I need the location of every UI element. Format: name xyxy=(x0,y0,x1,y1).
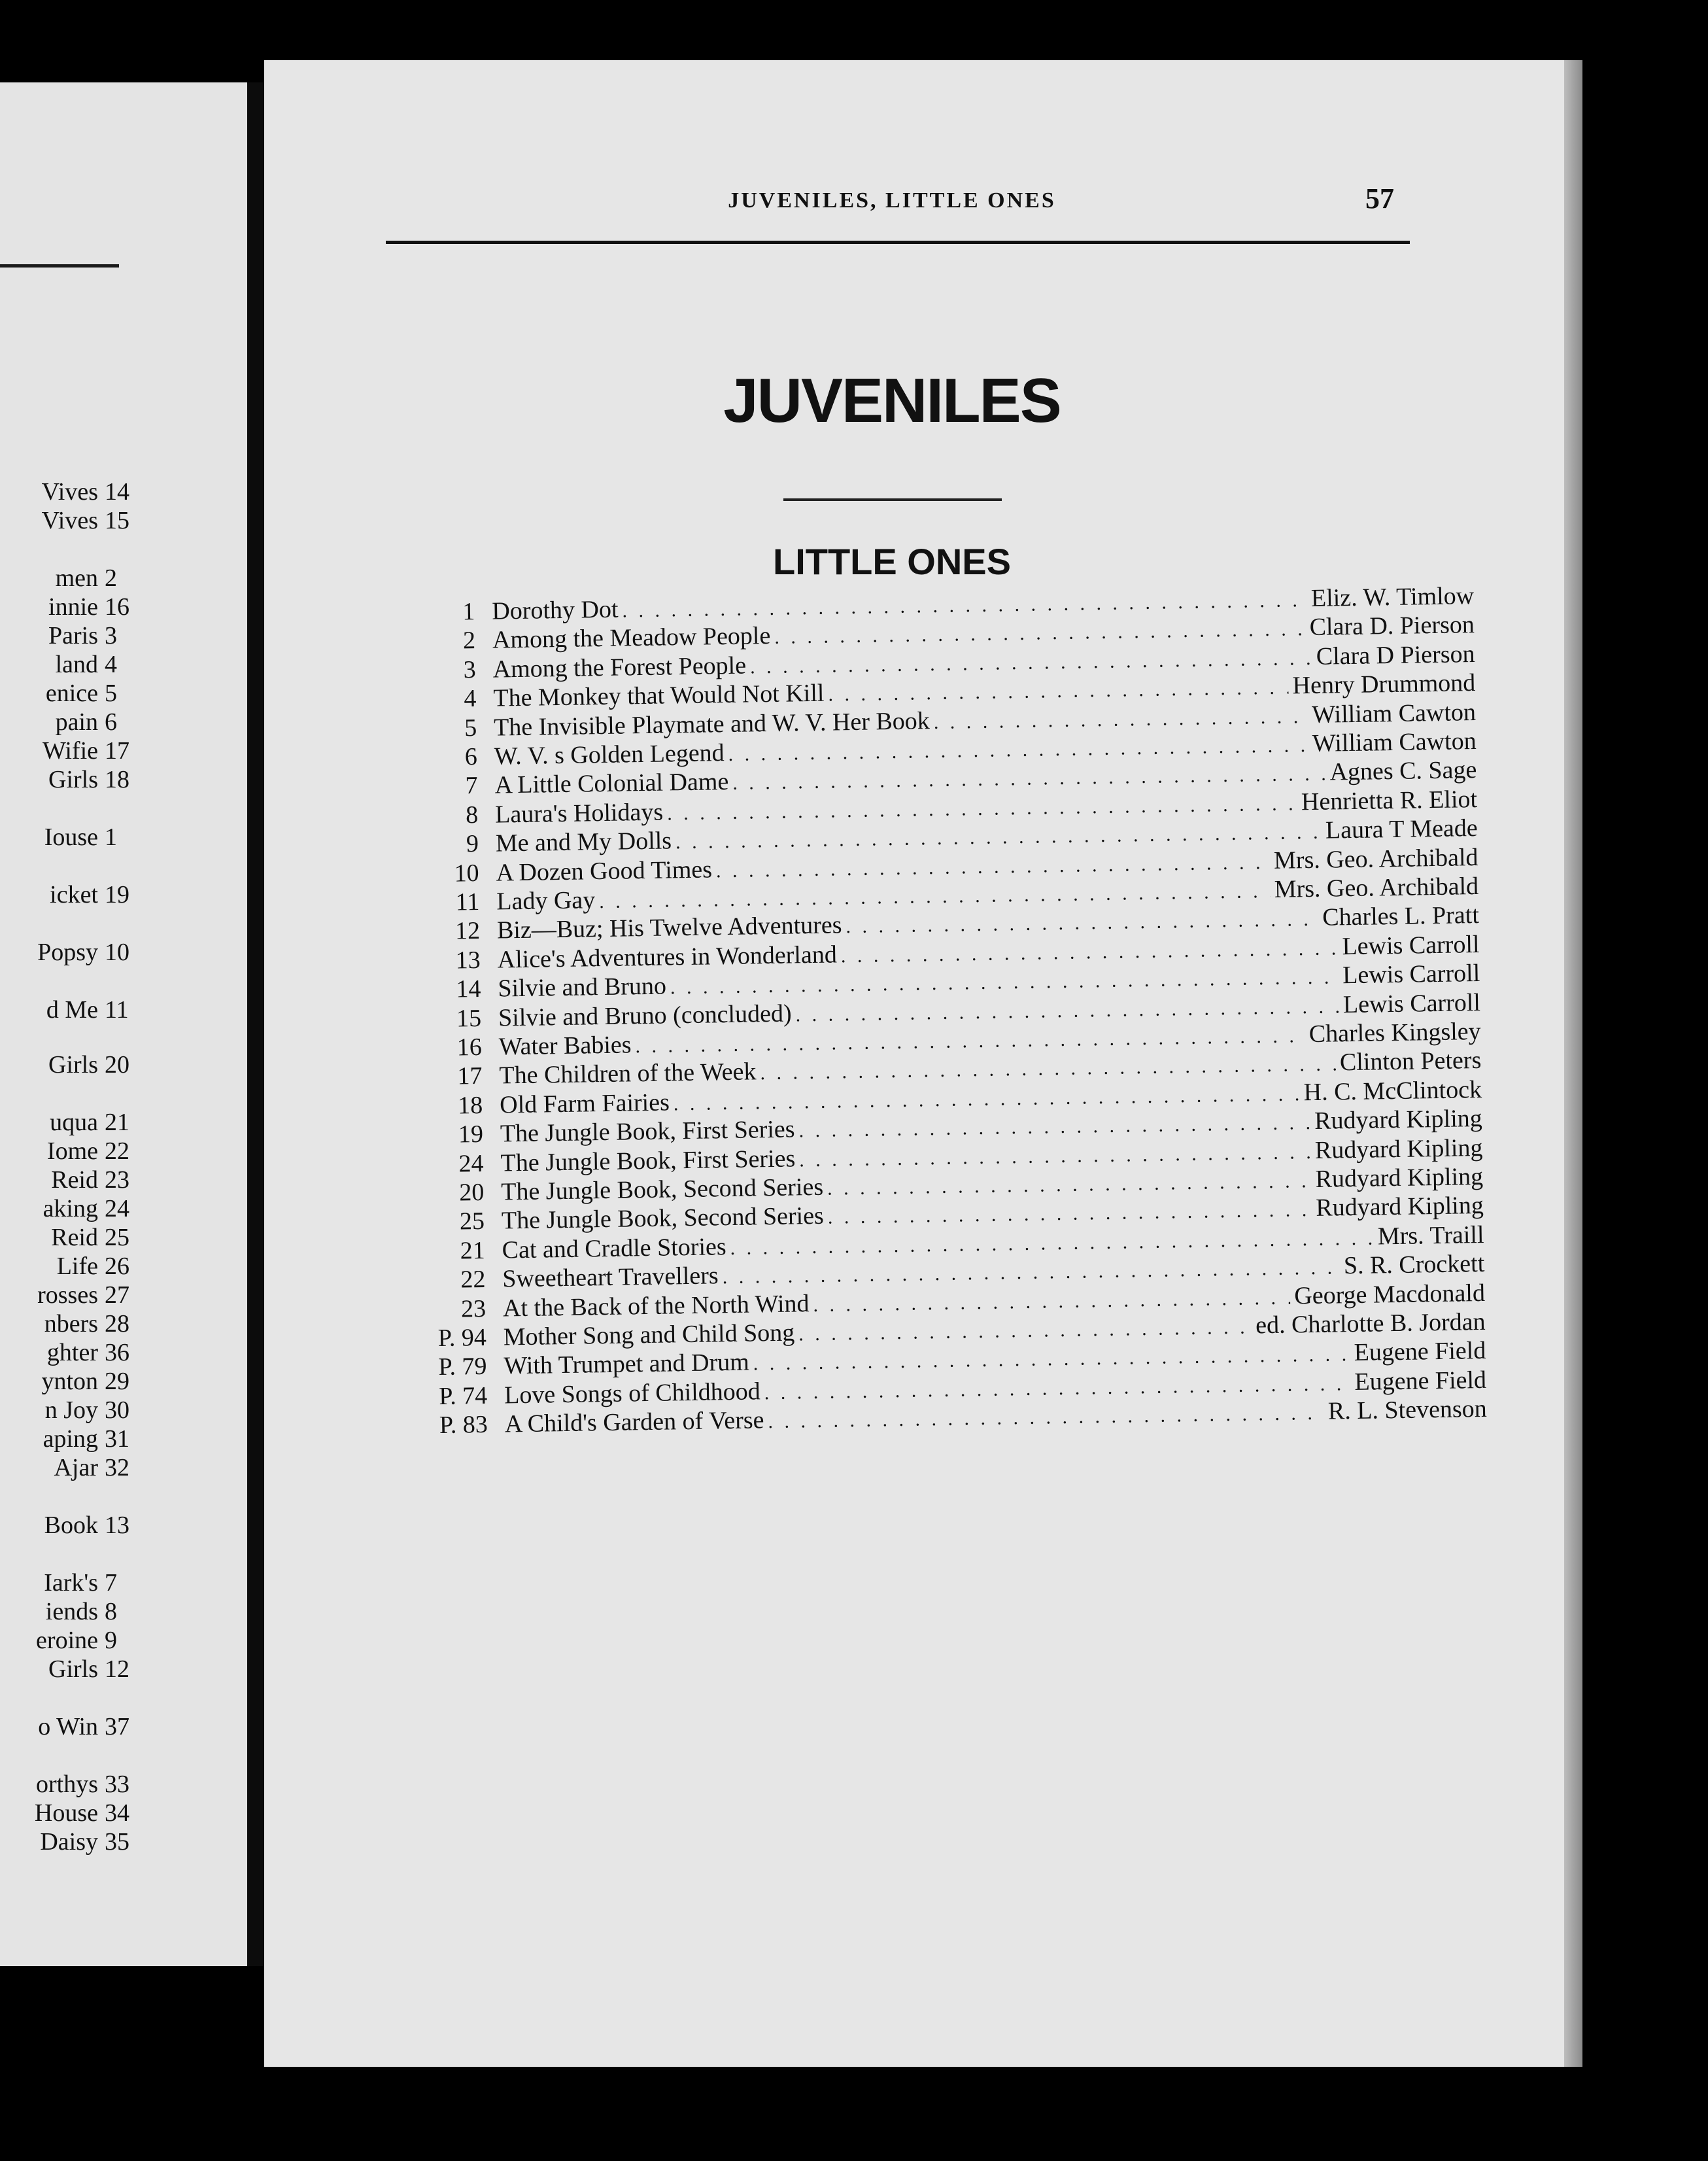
entry-author: George Macdonald xyxy=(1293,1279,1486,1310)
previous-page-row-number: 25 xyxy=(105,1224,129,1251)
previous-page-rule xyxy=(0,264,119,268)
entry-title: Among the Meadow People xyxy=(492,622,771,654)
entry-author: Clara D Pierson xyxy=(1316,640,1475,670)
entry-author: Mrs. Geo. Archibald xyxy=(1274,872,1479,903)
previous-page-row-text: Book xyxy=(44,1512,98,1539)
previous-page-row-text: Iark's xyxy=(44,1569,98,1597)
previous-page-row xyxy=(0,1107,247,1138)
entry-author: Clinton Peters xyxy=(1339,1046,1482,1077)
page-57 xyxy=(264,60,1564,2067)
previous-page-row-number: 33 xyxy=(105,1771,129,1798)
entry-number: 25 xyxy=(459,1207,485,1236)
previous-page-row-number: 16 xyxy=(105,593,129,621)
previous-page-row-number: 26 xyxy=(105,1253,129,1280)
entry-author: Eliz. W. Timlow xyxy=(1310,582,1475,612)
entry-title: The Jungle Book, Second Series xyxy=(500,1173,824,1206)
previous-page-row xyxy=(0,620,247,651)
previous-page-row xyxy=(0,1423,247,1455)
previous-page-row-text: eroine xyxy=(36,1627,98,1654)
previous-page-row xyxy=(0,591,247,623)
entry-author: Rudyard Kipling xyxy=(1314,1133,1483,1164)
previous-page-row-text: Girls xyxy=(48,1655,98,1683)
previous-page-row-number: 14 xyxy=(105,478,129,506)
previous-page-row-number: 13 xyxy=(105,1512,129,1539)
entry-title: At the Back of the North Wind xyxy=(502,1289,810,1323)
previous-page-row-text: Life xyxy=(56,1253,98,1280)
previous-page-row xyxy=(0,649,247,680)
previous-page-row-number: 10 xyxy=(105,939,129,966)
previous-page-row-number: 20 xyxy=(105,1051,129,1079)
entry-title: The Children of the Week xyxy=(499,1058,757,1090)
previous-page-row-text: Iome xyxy=(46,1137,98,1165)
previous-page-row-text: Wifie xyxy=(43,737,98,765)
previous-page-row-text: House xyxy=(34,1799,98,1827)
entry-author: William Cawton xyxy=(1312,727,1477,757)
previous-page-row xyxy=(0,937,247,968)
previous-page-row-text: Reid xyxy=(51,1166,98,1194)
entry-author: Rudyard Kipling xyxy=(1314,1105,1483,1135)
entry-author: S. R. Crockett xyxy=(1343,1250,1485,1280)
entry-number: 10 xyxy=(454,859,479,888)
entry-number: 23 xyxy=(460,1294,487,1323)
previous-page-row-text: men xyxy=(55,564,98,592)
entry-author: Lewis Carroll xyxy=(1342,988,1481,1018)
scan-border xyxy=(264,2067,1582,2161)
entry-number: 20 xyxy=(458,1178,485,1207)
previous-page-row xyxy=(0,1452,247,1483)
entry-number: 19 xyxy=(458,1120,484,1149)
previous-page-row-text: Iouse xyxy=(44,823,98,851)
previous-page-row-text: rosses xyxy=(37,1281,98,1309)
entry-number: 4 xyxy=(464,685,477,713)
previous-page-row-text: d Me xyxy=(46,996,98,1024)
header-rule xyxy=(386,241,1410,244)
entry-title: Dorothy Dot xyxy=(492,595,619,625)
section-heading: LITTLE ONES xyxy=(773,541,1011,582)
previous-page-row xyxy=(0,1394,247,1426)
entry-number: 18 xyxy=(457,1091,483,1120)
previous-page-row-number: 9 xyxy=(105,1627,117,1654)
previous-page-row xyxy=(0,821,247,853)
entry-number: 13 xyxy=(455,946,481,975)
previous-page-row-number: 19 xyxy=(105,881,129,908)
previous-page-strip xyxy=(0,82,247,1966)
previous-page-row xyxy=(0,994,247,1026)
running-head: JUVENILES, LITTLE ONES xyxy=(728,188,1056,213)
previous-page-row xyxy=(0,1222,247,1253)
previous-page-row-number: 31 xyxy=(105,1425,129,1453)
previous-page-row-number: 37 xyxy=(105,1713,129,1740)
previous-page-row-number: 17 xyxy=(105,737,129,765)
previous-page-row-number: 2 xyxy=(105,564,117,592)
entry-title: Among the Forest People xyxy=(492,651,747,683)
entry-number: 3 xyxy=(463,655,477,684)
title-divider xyxy=(783,498,1002,501)
previous-page-row-text: ghter xyxy=(46,1339,98,1366)
previous-page-row-text: orthys xyxy=(36,1771,98,1798)
entry-number: 9 xyxy=(466,830,479,858)
previous-page-row-text: pain xyxy=(55,708,98,736)
entry-title: Silvie and Bruno xyxy=(498,972,667,1003)
page-number: 57 xyxy=(1365,182,1394,215)
previous-page-row-text: iends xyxy=(45,1598,98,1625)
entry-number: 6 xyxy=(464,742,478,771)
entry-author: Clara D. Pierson xyxy=(1309,611,1475,642)
previous-page-row-number: 27 xyxy=(105,1281,129,1309)
entry-author: Mrs. Geo. Archibald xyxy=(1273,843,1478,874)
previous-page-row-number: 36 xyxy=(105,1339,129,1366)
entry-title: The Monkey that Would Not Kill xyxy=(493,679,825,712)
previous-page-row-number: 3 xyxy=(105,622,117,649)
entry-author: Eugene Field xyxy=(1354,1337,1486,1367)
entry-author: Henrietta R. Eliot xyxy=(1301,785,1478,816)
entry-title: W. V. s Golden Legend xyxy=(494,739,725,770)
entry-number: 24 xyxy=(458,1149,484,1178)
page-title: JUVENILES xyxy=(723,366,1061,436)
entry-title: The Invisible Playmate and W. V. Her Book xyxy=(493,706,931,742)
previous-page-row xyxy=(0,1135,247,1167)
entry-author: Charles L. Pratt xyxy=(1322,901,1480,932)
dot-leader xyxy=(768,1399,1324,1436)
entry-number: 11 xyxy=(455,888,480,916)
previous-page-row-text: Daisy xyxy=(40,1828,98,1856)
entry-number: P. 79 xyxy=(438,1353,487,1381)
entry-number: 12 xyxy=(454,917,481,945)
previous-page-row-text: icket xyxy=(50,881,98,908)
entry-author: Lewis Carroll xyxy=(1342,959,1480,990)
previous-page-row-number: 1 xyxy=(105,823,117,851)
previous-page-row-text: o Win xyxy=(38,1713,98,1740)
previous-page-row-number: 32 xyxy=(105,1454,129,1481)
entry-title: A Dozen Good Times xyxy=(496,855,713,887)
previous-page-row xyxy=(0,1193,247,1224)
entry-title: Silvie and Bruno (concluded) xyxy=(498,999,792,1032)
previous-page-row-text: Paris xyxy=(48,622,98,649)
previous-page-row xyxy=(0,1625,247,1656)
previous-page-row-text: Reid xyxy=(51,1224,98,1251)
previous-page-row-text: Vives xyxy=(41,507,98,534)
entry-author: Rudyard Kipling xyxy=(1316,1192,1484,1222)
previous-page-row xyxy=(0,1653,247,1685)
previous-page-row-text: land xyxy=(55,651,98,678)
entry-title: Cat and Cradle Stories xyxy=(502,1232,726,1264)
entry-number: 17 xyxy=(457,1062,483,1090)
entry-title: With Trumpet and Drum xyxy=(504,1348,750,1380)
previous-page-row xyxy=(0,706,247,738)
previous-page-row xyxy=(0,879,247,910)
previous-page-row xyxy=(0,1769,247,1800)
entry-number: 16 xyxy=(456,1033,483,1062)
previous-page-row-text: nbers xyxy=(44,1310,98,1338)
previous-page-row-text: Girls xyxy=(48,766,98,793)
previous-page-row-text: aping xyxy=(43,1425,98,1453)
previous-page-row-text: Vives xyxy=(41,478,98,506)
entry-number: 1 xyxy=(462,598,475,626)
previous-page-row-number: 18 xyxy=(105,766,129,793)
previous-page-row xyxy=(0,1510,247,1541)
entry-title: Old Farm Fairies xyxy=(499,1088,670,1119)
entry-title: Lady Gay xyxy=(496,886,596,916)
previous-page-row-number: 6 xyxy=(105,708,117,736)
previous-page-row-text: Girls xyxy=(48,1051,98,1079)
previous-page-row-text: uqua xyxy=(50,1109,98,1136)
previous-page-row-text: aking xyxy=(43,1195,98,1222)
previous-page-row-number: 30 xyxy=(105,1396,129,1424)
previous-page-row xyxy=(0,1366,247,1397)
previous-page-row xyxy=(0,1164,247,1196)
previous-page-row-number: 24 xyxy=(105,1195,129,1222)
previous-page-row-number: 8 xyxy=(105,1598,117,1625)
previous-page-row xyxy=(0,476,247,508)
entry-author: R. L. Stevenson xyxy=(1327,1395,1488,1425)
entry-number: 14 xyxy=(456,975,481,1003)
previous-page-row-number: 7 xyxy=(105,1569,117,1597)
entry-number: 21 xyxy=(460,1236,486,1265)
previous-page-row-number: 34 xyxy=(105,1799,129,1827)
previous-page-row xyxy=(0,1337,247,1368)
entry-author: Rudyard Kipling xyxy=(1315,1162,1484,1193)
previous-page-row xyxy=(0,1308,247,1340)
entry-author: Lewis Carroll xyxy=(1342,930,1480,961)
entry-author: Agnes C. Sage xyxy=(1329,756,1477,786)
entry-number: 22 xyxy=(460,1266,486,1294)
entry-author: Mrs. Traill xyxy=(1377,1220,1484,1251)
previous-page-row-text: n Joy xyxy=(44,1396,98,1424)
previous-page-row-number: 28 xyxy=(105,1310,129,1338)
previous-page-row-text: Popsy xyxy=(37,939,98,966)
previous-page-row xyxy=(0,1596,247,1627)
previous-page-row xyxy=(0,735,247,767)
entry-author: William Cawton xyxy=(1311,698,1477,729)
previous-page-row-number: 5 xyxy=(105,680,117,707)
previous-page-row xyxy=(0,1049,247,1080)
previous-page-row xyxy=(0,1567,247,1599)
entry-author: Henry Drummond xyxy=(1292,669,1476,700)
entry-number: P. 83 xyxy=(439,1411,488,1440)
book-gutter xyxy=(247,82,264,1966)
entry-title: A Child's Garden of Verse xyxy=(504,1406,764,1438)
previous-page-row xyxy=(0,1251,247,1282)
previous-page-row-number: 11 xyxy=(105,996,129,1024)
previous-page-row-number: 15 xyxy=(105,507,129,534)
previous-page-row xyxy=(0,562,247,594)
previous-page-row-text: Ajar xyxy=(54,1454,98,1481)
previous-page-row xyxy=(0,1711,247,1742)
entry-author: Charles Kingsley xyxy=(1308,1017,1481,1048)
entry-number: 8 xyxy=(465,801,479,829)
entry-title: Water Babies xyxy=(498,1031,632,1061)
entry-number: 7 xyxy=(465,772,478,800)
previous-page-row-number: 29 xyxy=(105,1368,129,1395)
entry-title: The Jungle Book, First Series xyxy=(500,1115,795,1148)
previous-page-row xyxy=(0,764,247,795)
entry-number: 2 xyxy=(462,627,476,655)
entry-number: P. 94 xyxy=(437,1323,487,1353)
previous-page-row-number: 4 xyxy=(105,651,117,678)
entry-title: A Little Colonial Dame xyxy=(494,768,729,799)
previous-page-row-text: enice xyxy=(45,680,98,707)
entry-author: Laura T Meade xyxy=(1325,814,1478,844)
previous-page-row xyxy=(0,1279,247,1311)
previous-page-row xyxy=(0,1826,247,1858)
entry-author: ed. Charlotte B. Jordan xyxy=(1255,1307,1486,1340)
entry-title: Sweetheart Travellers xyxy=(502,1262,719,1293)
previous-page-row-number: 22 xyxy=(105,1137,129,1165)
previous-page-row-number: 23 xyxy=(105,1166,129,1194)
entry-author: Eugene Field xyxy=(1354,1366,1487,1396)
entry-author: H. C. McClintock xyxy=(1303,1075,1482,1107)
page-edge xyxy=(1564,60,1582,2067)
previous-page-row-text: innie xyxy=(48,593,98,621)
entry-title: Love Songs of Childhood xyxy=(504,1377,761,1409)
entry-title: Laura's Holidays xyxy=(494,798,664,829)
book-list xyxy=(264,580,1564,1470)
entry-title: Me and My Dolls xyxy=(495,827,672,857)
previous-page-row xyxy=(0,678,247,709)
previous-page-row xyxy=(0,1797,247,1829)
previous-page-row-number: 12 xyxy=(105,1655,129,1683)
entry-number: 5 xyxy=(464,714,477,742)
entry-title: Alice's Adventures in Wonderland xyxy=(497,941,838,974)
entry-number: 15 xyxy=(456,1004,482,1033)
entry-title: Biz—Buz; His Twelve Adventures xyxy=(496,911,842,944)
entry-title: The Jungle Book, Second Series xyxy=(501,1202,825,1235)
entry-title: Mother Song and Child Song xyxy=(503,1319,795,1351)
previous-page-row-number: 35 xyxy=(105,1828,129,1856)
previous-page-row-number: 21 xyxy=(105,1109,129,1136)
previous-page-row xyxy=(0,505,247,536)
previous-page-row-text: ynton xyxy=(41,1368,98,1395)
entry-title: The Jungle Book, First Series xyxy=(500,1145,796,1177)
entry-number: P. 74 xyxy=(438,1381,488,1410)
